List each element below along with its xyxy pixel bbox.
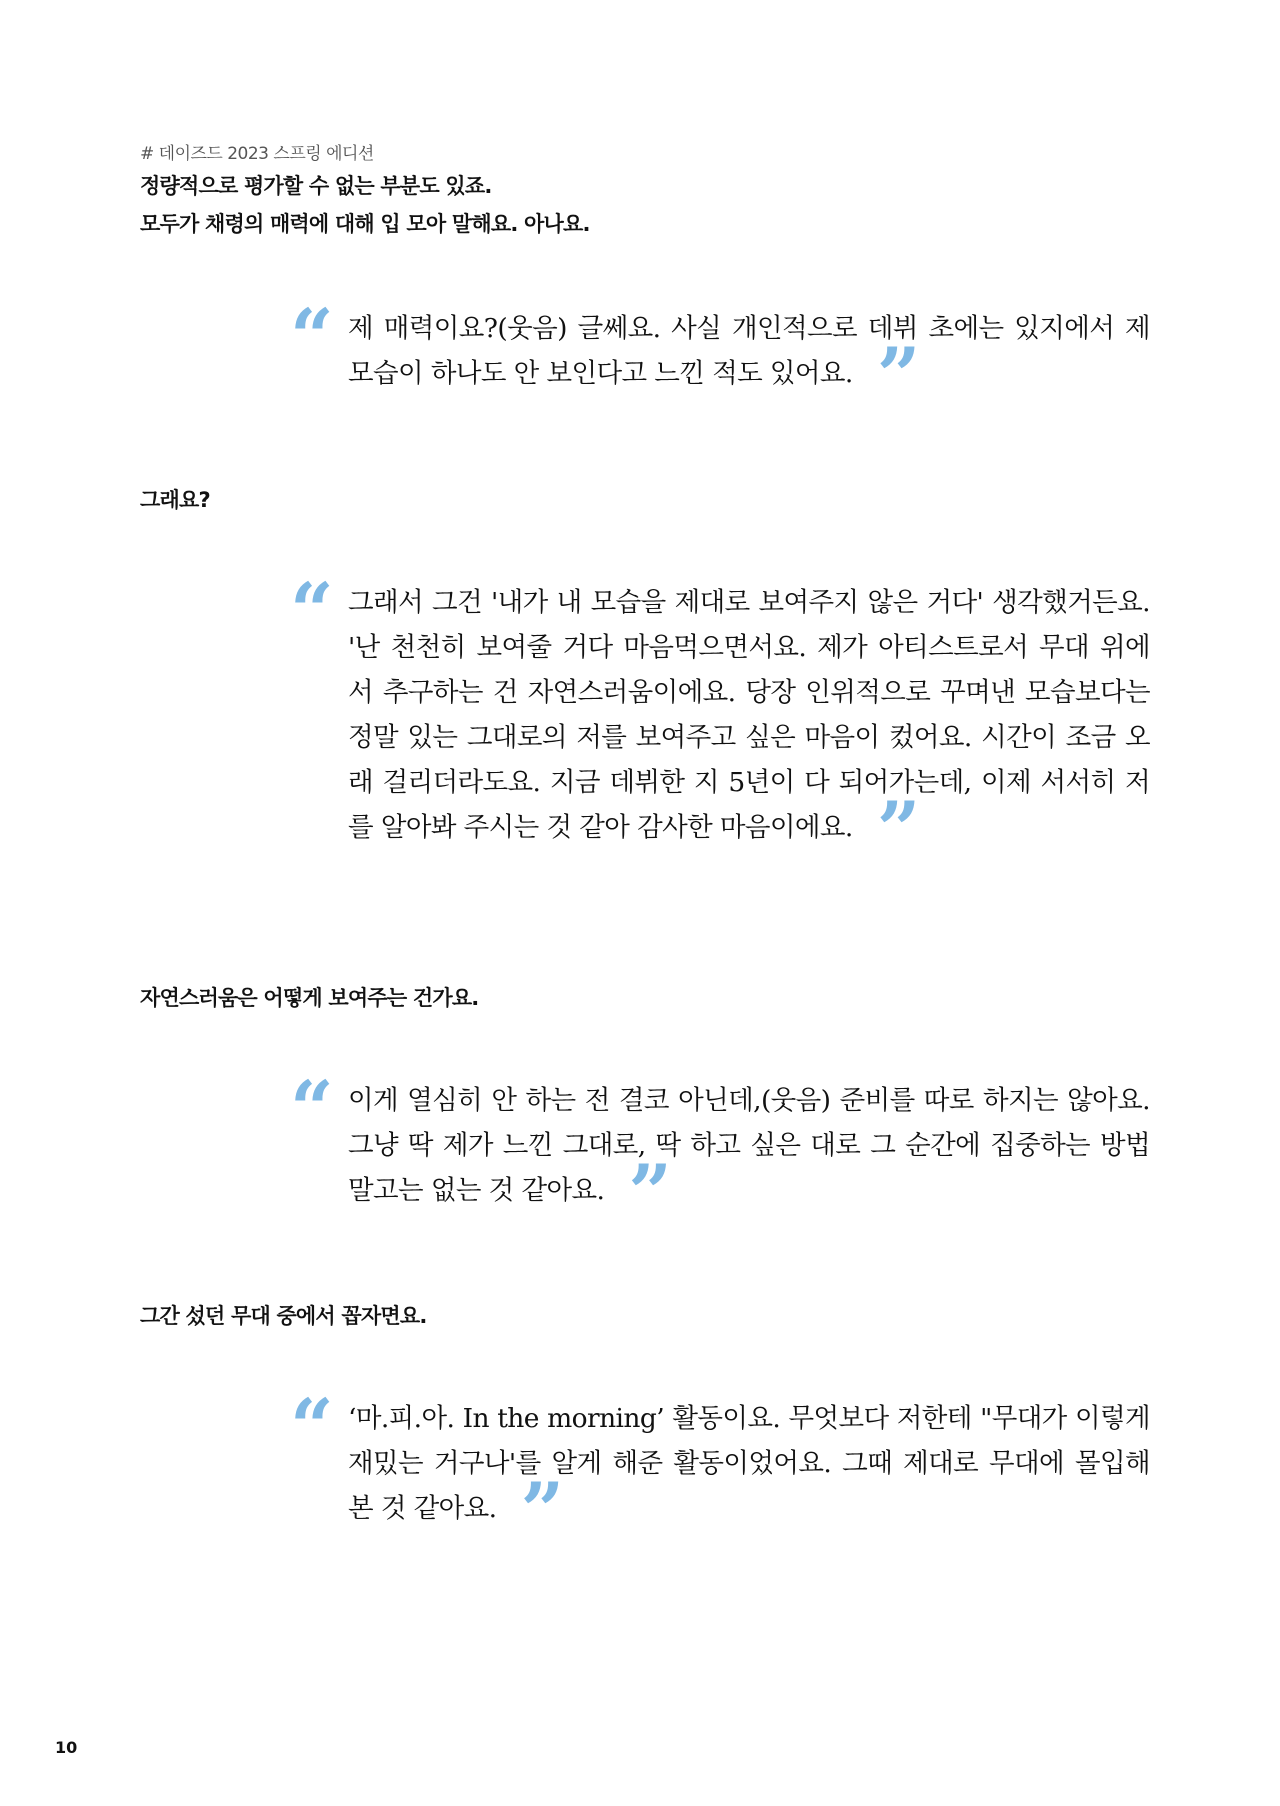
edition-tag: # 데이즈드 2023 스프링 에디션 — [140, 144, 374, 164]
answer-body: 이게 열심히 안 하는 전 결코 아닌데,(웃음) 준비를 따로 하지는 않아요. 그냥 딱 제가 느낀 그대로, 딱 하고 싶은 대로 그 순간에 집중하는 방법 말고는 없는 것 같아요. — [348, 1085, 1150, 1206]
answer-body: 그래서 그건 '내가 내 모습을 제대로 보여주지 않은 거다' 생각했거든요. '난 천천히 보여줄 거다 마음먹으면서요. 제가 아티스트로서 무대 위에서 추구하는 건 자연스러움이에요. 당장 인위적으로 꾸며낸 모습보다는 정말 있는 그대로의 저를 보여주고 싶은 마음이 컸어요. 시간이 조금 오래 걸리더라도요. 지금 데뷔한 지 5년이 다 되어가는데, 이제 서서히 저를 알아봐 주시는 것 같아 감사한 마음이에요. — [348, 587, 1150, 843]
answer-body: 제 매력이요?(웃음) 글쎄요. 사실 개인적으로 데뷔 초에는 있지에서 제 모습이 하나도 안 보인다고 느낀 적도 있어요. — [348, 313, 1150, 389]
open-quote-icon: “ — [290, 292, 328, 381]
answer-text — [348, 580, 1150, 874]
question-block-3 — [140, 1296, 1140, 1336]
answer-block-1 — [290, 292, 1150, 420]
open-quote-icon: “ — [290, 1382, 328, 1471]
answer-body: ‘마.피.아. In the morning’ 활동이요. 무엇보다 저한테 "무대가 이렇게 재밌는 거구나'를 알게 해준 활동이었어요. 그때 제대로 무대에 몰입해 본 것 같아요. — [348, 1403, 1150, 1524]
intro-question-line-2: 모두가 채령의 매력에 대해 입 모아 말해요. 아나요. — [140, 212, 590, 236]
open-quote-icon: “ — [290, 1064, 328, 1153]
interview-header — [140, 142, 1140, 244]
interview-question: 그간 섰던 무대 중에서 꼽자면요. — [140, 1304, 427, 1328]
open-quote-icon: “ — [290, 566, 328, 655]
close-quote-icon: ” — [628, 1148, 667, 1237]
question-block-2 — [140, 978, 1140, 1018]
question-block-1 — [140, 480, 1140, 520]
close-quote-icon: ” — [876, 785, 915, 874]
answer-text — [348, 1078, 1150, 1237]
answer-block-2 — [290, 566, 1150, 874]
interview-question: 그래요? — [140, 488, 210, 512]
intro-question-line-1: 정량적으로 평가할 수 없는 부분도 있죠. — [140, 174, 492, 198]
interview-question: 자연스러움은 어떻게 보여주는 건가요. — [140, 986, 479, 1010]
answer-block-4 — [290, 1382, 1150, 1555]
answer-block-3 — [290, 1064, 1150, 1237]
answer-text — [348, 306, 1150, 420]
answer-text — [348, 1396, 1150, 1555]
close-quote-icon: ” — [876, 331, 915, 420]
close-quote-icon: ” — [520, 1466, 559, 1555]
page-number: 10 — [55, 1738, 78, 1757]
